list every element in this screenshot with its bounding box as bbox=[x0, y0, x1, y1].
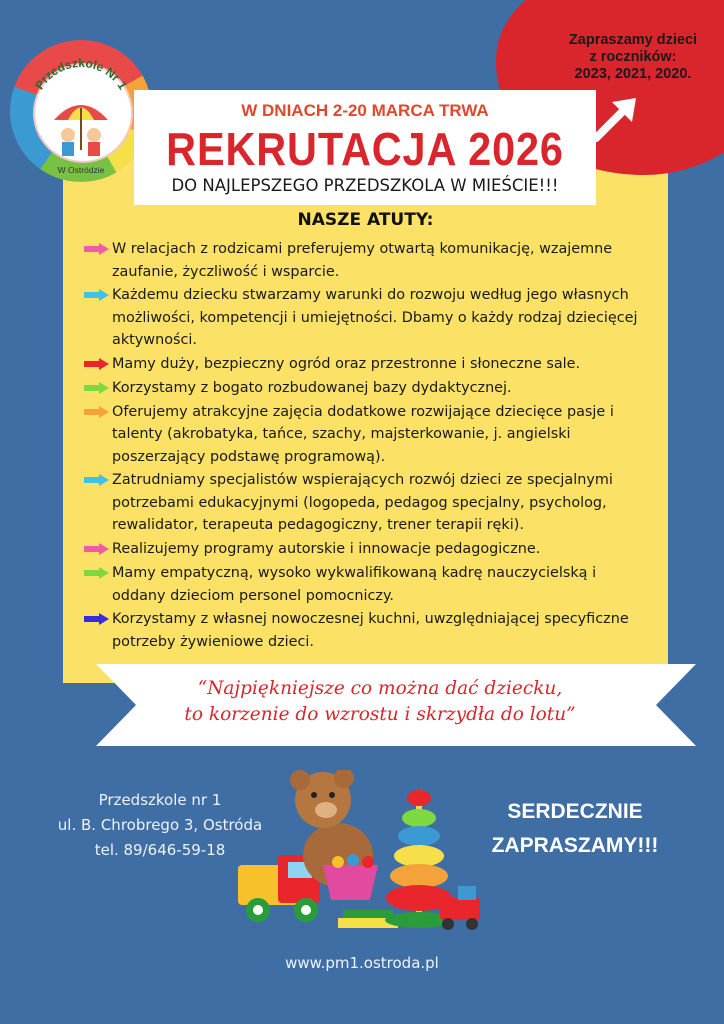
street-address: ul. B. Chrobrego 3, Ostróda bbox=[57, 816, 263, 834]
advantage-text: Korzystamy z bogato rozbudowanej bazy dydaktycznej. bbox=[112, 379, 512, 396]
advantage-item bbox=[84, 401, 654, 469]
advantage-item bbox=[84, 538, 654, 561]
invite-line-3: 2023, 2021, 2020. bbox=[574, 66, 692, 82]
arrow-bullet-icon bbox=[84, 289, 110, 301]
greeting-line-1: SERDECZNIE bbox=[507, 800, 643, 823]
advantage-text: Zatrudniamy specjalistów wspierających rozwój dzieci ze specjalnymi potrzebami edukacyjnymi (logopeda, pedagog specjalny, psycholog, rewalidator, terapeuta pedagogiczny, trener terapii ręki). bbox=[112, 472, 613, 534]
arrow-bullet-icon bbox=[84, 406, 110, 418]
advantage-text: Mamy duży, bezpieczny ogród oraz przestronne i słoneczne sale. bbox=[112, 356, 581, 373]
quote-line-1: “Najpiękniejsze co można dać dziecku, bbox=[197, 678, 563, 699]
header-subtitle-top: W DNIACH 2-20 MARCA TRWA bbox=[241, 101, 489, 120]
advantage-item bbox=[84, 562, 654, 607]
phone-number: tel. 89/646-59-18 bbox=[94, 841, 226, 859]
arrow-bullet-icon bbox=[84, 474, 110, 486]
arrow-bullet-icon bbox=[84, 358, 110, 370]
advantage-text: Oferujemy atrakcyjne zajęcia dodatkowe rozwijające dziecięce pasje i talenty (akrobatyka, tańce, szachy, majsterkowanie, j. angielski poszerzający podstawę programową). bbox=[112, 403, 614, 465]
advantage-text: Mamy empatyczną, wysoko wykwalifikowaną kadrę nauczycielską i oddany dzieciom personel pomocniczy. bbox=[112, 565, 597, 604]
school-name: Przedszkole nr 1 bbox=[98, 791, 222, 809]
arrow-bullet-icon bbox=[84, 243, 110, 255]
greeting-line-2: ZAPRASZAMY!!! bbox=[491, 834, 659, 857]
arrow-bullet-icon bbox=[84, 543, 110, 555]
invite-line-2: z roczników: bbox=[589, 49, 677, 65]
svg-text:Przedszkole Nr 1 bbox=[32, 56, 130, 92]
logo-text-top: Przedszkole Nr 1 bbox=[32, 55, 130, 92]
quote-line-2: to korzenie do wzrostu i skrzydła do lotu” bbox=[184, 704, 576, 725]
website-link[interactable]: www.pm1.ostroda.pl bbox=[285, 954, 439, 972]
advantage-item bbox=[84, 238, 654, 283]
arrow-bullet-icon bbox=[84, 382, 110, 394]
advantage-item bbox=[84, 469, 654, 537]
header-subtitle-bottom: DO NAJLEPSZEGO PRZEDSZKOLA W MIEŚCIE!!! bbox=[171, 176, 559, 195]
page-title: REKRUTACJA 2026 bbox=[166, 123, 564, 175]
advantages-list bbox=[84, 238, 654, 655]
advantages-title: NASZE ATUTY: bbox=[297, 210, 434, 230]
advantage-item bbox=[84, 377, 654, 400]
arrow-bullet-icon bbox=[84, 567, 110, 579]
invite-line-1: Zapraszamy dzieci bbox=[568, 32, 698, 48]
advantage-item bbox=[84, 353, 654, 376]
invite-badge-text bbox=[548, 32, 718, 83]
advantage-item bbox=[84, 284, 654, 352]
toy-basket-icon bbox=[323, 854, 398, 928]
advantage-item bbox=[84, 608, 654, 653]
advantage-text: Każdemu dziecku stwarzamy warunki do rozwoju według jego własnych możliwości, kompetencji i umiejętności. Dbamy o każdy rodzaj dziecięcej aktywności. bbox=[112, 287, 638, 349]
advantage-text: Korzystamy z własnej nowoczesnej kuchni, uwzględniającej specyficzne potrzeby żywieniowe dzieci. bbox=[112, 611, 629, 650]
quote bbox=[140, 676, 620, 728]
advantage-text: W relacjach z rodzicami preferujemy otwartą komunikację, wzajemne zaufanie, życzliwość i wsparcie. bbox=[112, 241, 613, 280]
greeting bbox=[455, 795, 695, 863]
logo-text-bottom: W Ostródzie bbox=[57, 165, 105, 175]
arrow-up-right-icon bbox=[590, 96, 640, 144]
arrow-bullet-icon bbox=[84, 613, 110, 625]
advantage-text: Realizujemy programy autorskie i innowacje pedagogiczne. bbox=[112, 541, 541, 558]
logo-art bbox=[10, 40, 152, 182]
